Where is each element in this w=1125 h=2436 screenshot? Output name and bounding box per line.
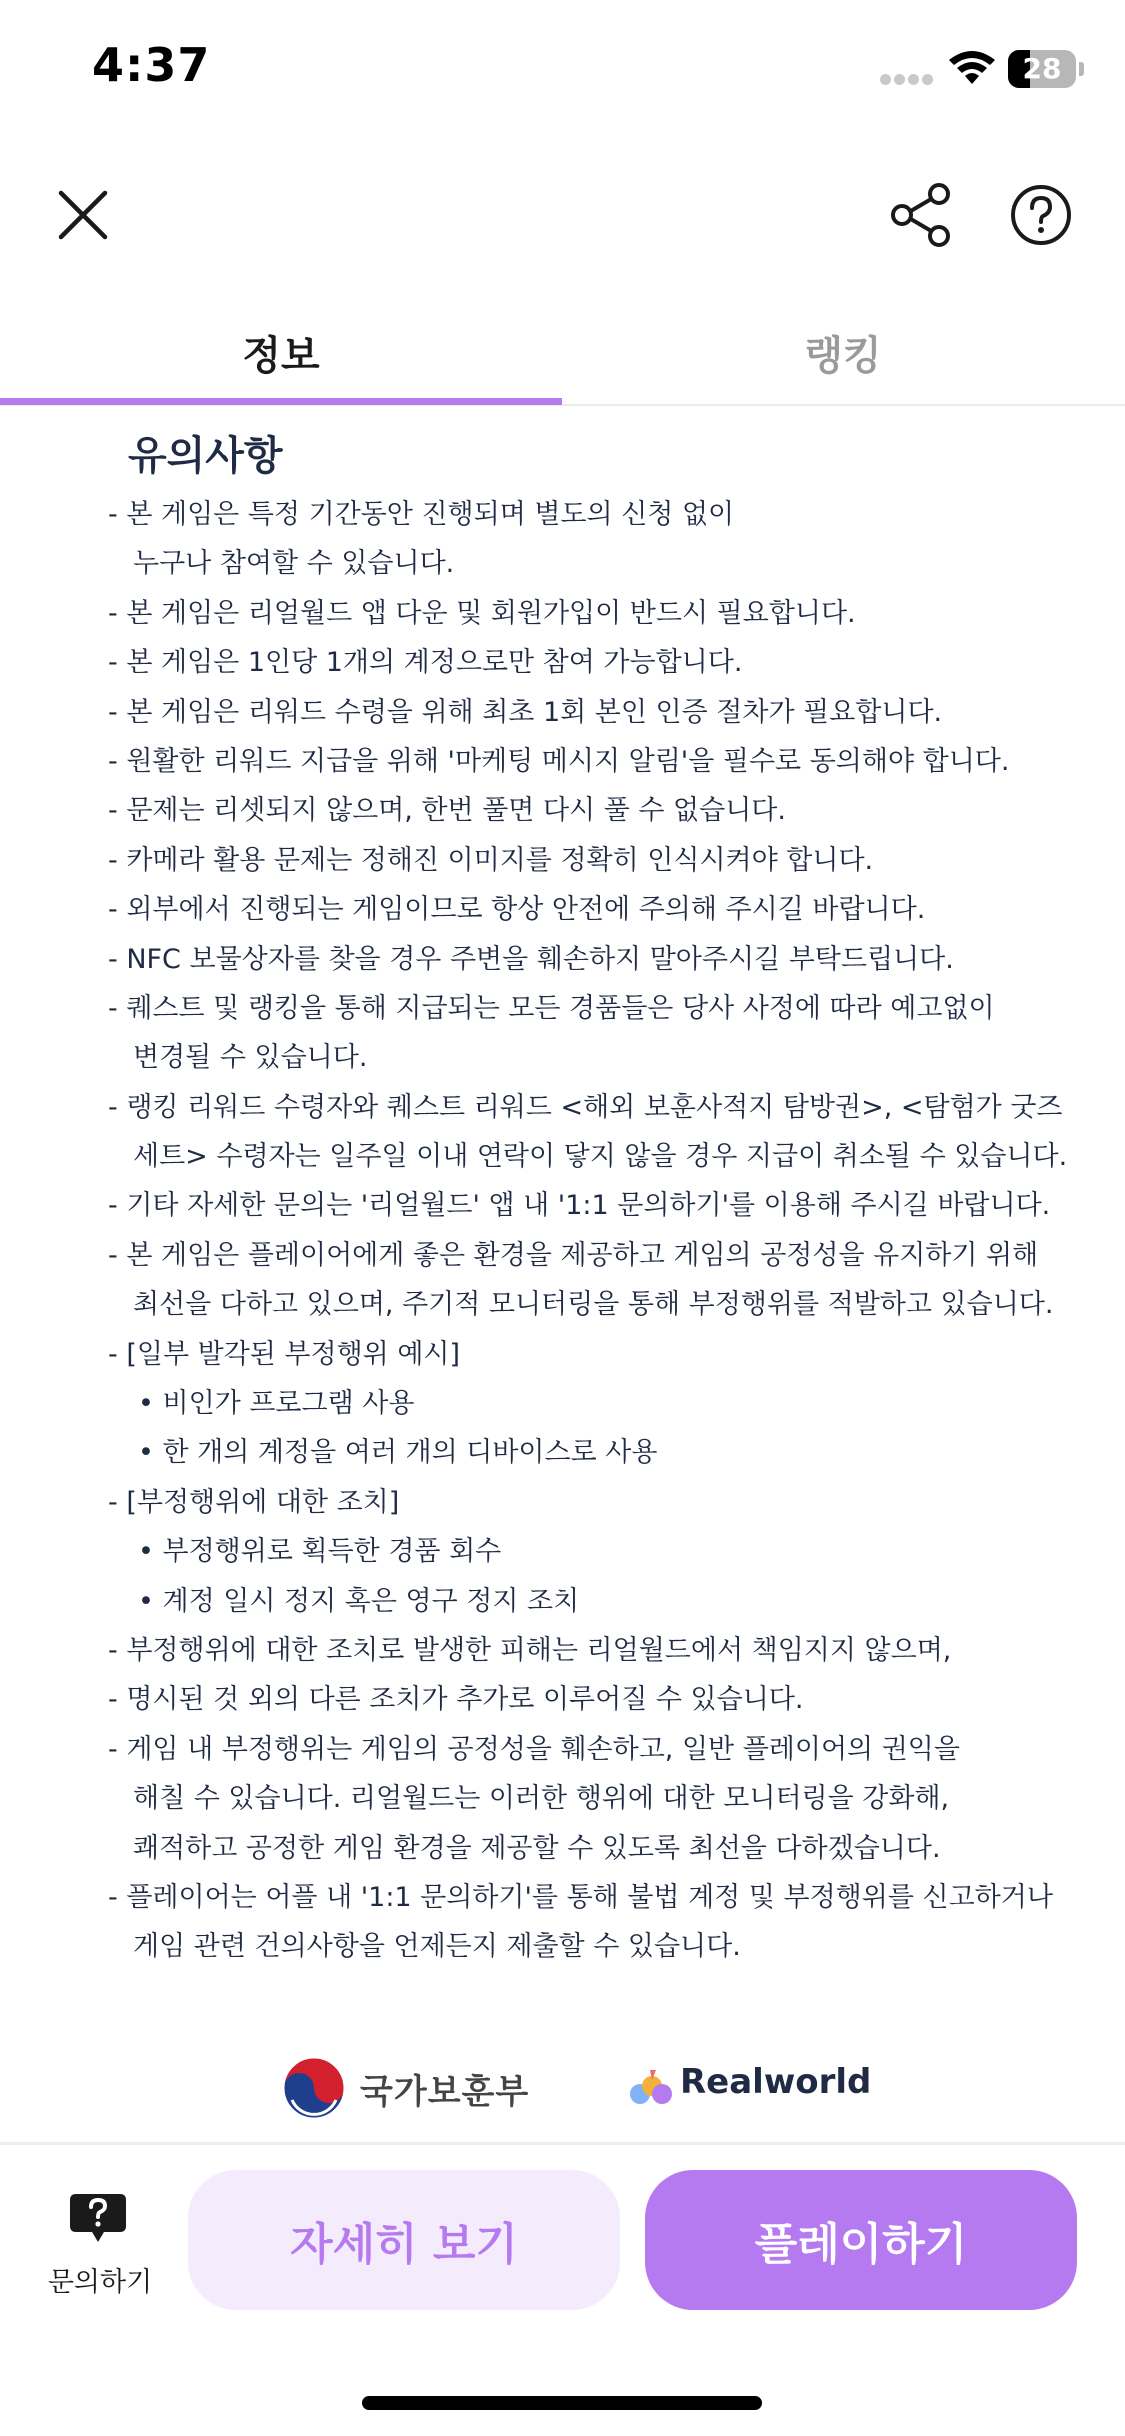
help-button[interactable] [996,170,1086,260]
notice-title: 유의사항 [128,433,283,479]
notice-line: - 랭킹 리워드 수령자와 퀘스트 리워드 <해외 보훈사적지 탐방권>, <탐험가 굿즈 [108,1091,1063,1123]
mpva-logo-icon [282,2056,346,2120]
notice-line: - 부정행위에 대한 조치로 발생한 피해는 리얼월드에서 책임지지 않으며, [108,1634,952,1666]
notice-line: - 기타 자세한 문의는 '리얼월드' 앱 내 '1:1 문의하기'를 이용해 주시길 바랍니다. [108,1190,1051,1222]
notice-line: - 문제는 리셋되지 않으며, 한번 풀면 다시 풀 수 없습니다. [108,795,786,827]
view-details-button[interactable]: 자세히 보기 [188,2170,620,2310]
help-icon [1009,183,1073,247]
notice-line: - NFC 보물상자를 찾을 경우 주변을 훼손하지 말아주시길 부탁드립니다. [108,943,954,975]
inquiry-button[interactable] [30,2184,170,2298]
tab-ranking[interactable]: 랭킹 [804,332,882,379]
close-icon [55,187,111,243]
battery-icon [1008,50,1076,88]
notice-line: 최선을 다하고 있으며, 주기적 모니터링을 통해 부정행위를 적발하고 있습니다. [133,1289,1054,1321]
notice-line: 쾌적하고 공정한 게임 환경을 제공할 수 있도록 최선을 다하겠습니다. [133,1832,941,1864]
notice-line: - 카메라 활용 문제는 정해진 이미지를 정확히 인식시켜야 합니다. [108,844,874,876]
notice-line: - 본 게임은 플레이어에게 좋은 환경을 제공하고 게임의 공정성을 유지하기 위해 [108,1239,1039,1271]
notice-line: • 비인가 프로그램 사용 [138,1388,415,1420]
notice-section[interactable] [0,406,1125,2136]
bottom-divider [0,2142,1125,2145]
inquiry-label: 문의하기 [47,2267,153,2298]
notice-line: - 본 게임은 리얼월드 앱 다운 및 회원가입이 반드시 필요합니다. [108,597,856,629]
mpva-logo-text: 국가보훈부 [360,2072,530,2112]
battery-cap [1079,62,1084,76]
notice-line: - 명시된 것 외의 다른 조치가 추가로 이루어질 수 있습니다. [108,1684,804,1716]
tab-info[interactable]: 정보 [242,332,320,379]
notice-list [108,490,1108,1972]
notice-line: - [부정행위에 대한 조치] [108,1486,400,1518]
realworld-logo-icon [628,2064,676,2112]
notice-line: • 한 개의 계정을 여러 개의 디바이스로 사용 [138,1437,658,1469]
notice-line: - 본 게임은 1인당 1개의 계정으로만 참여 가능합니다. [108,647,743,679]
notice-line: 해칠 수 있습니다. 리얼월드는 이러한 행위에 대한 모니터링을 강화해, [133,1783,950,1815]
notice-line: 누구나 참여할 수 있습니다. [133,548,455,580]
play-button[interactable]: 플레이하기 [645,2170,1077,2310]
notice-line: - 본 게임은 리워드 수령을 위해 최초 1회 본인 인증 절차가 필요합니다. [108,696,943,728]
battery-level: 28 [1022,52,1062,85]
notice-line: - 게임 내 부정행위는 게임의 공정성을 훼손하고, 일반 플레이어의 권익을 [108,1733,960,1765]
chat-question-icon [68,2190,128,2246]
cellular-signal-icon [880,74,934,86]
active-tab-indicator [0,398,562,405]
notice-line: 변경될 수 있습니다. [133,1042,368,1074]
notice-line: • 부정행위로 획득한 경품 회수 [138,1536,502,1568]
notice-line: • 계정 일시 정지 혹은 영구 정지 조치 [138,1585,580,1617]
share-icon [888,182,954,248]
notice-line: 게임 관련 건의사항을 언제든지 제출할 수 있습니다. [133,1931,741,1963]
realworld-logo-text: Realworld [680,2062,872,2102]
status-time: 4:37 [92,38,211,92]
notice-line: - 퀘스트 및 랭킹을 통해 지급되는 모든 경품들은 당사 사정에 따라 예고없이 [108,992,995,1024]
tab-bar [0,300,1125,406]
share-button[interactable] [876,170,966,260]
status-bar [0,0,1125,140]
notice-line: - 플레이어는 어플 내 '1:1 문의하기'를 통해 불법 계정 및 부정행위를 신고하거나 [108,1881,1053,1913]
notice-line: - 본 게임은 특정 기간동안 진행되며 별도의 신청 없이 [108,499,735,530]
close-button[interactable] [38,170,128,260]
notice-line: - [일부 발각된 부정행위 예시] [108,1338,461,1370]
notice-line: - 원활한 리워드 지급을 위해 '마케팅 메시지 알림'을 필수로 동의해야 합니다. [108,745,1010,777]
notice-line: - 외부에서 진행되는 게임이므로 항상 안전에 주의해 주시길 바랍니다. [108,894,926,926]
wifi-icon [948,48,996,86]
partner-logos [0,2050,1125,2130]
notice-line: 세트> 수령자는 일주일 이내 연락이 닿지 않을 경우 지급이 취소될 수 있습니다. [133,1141,1068,1173]
home-indicator[interactable] [362,2396,762,2410]
